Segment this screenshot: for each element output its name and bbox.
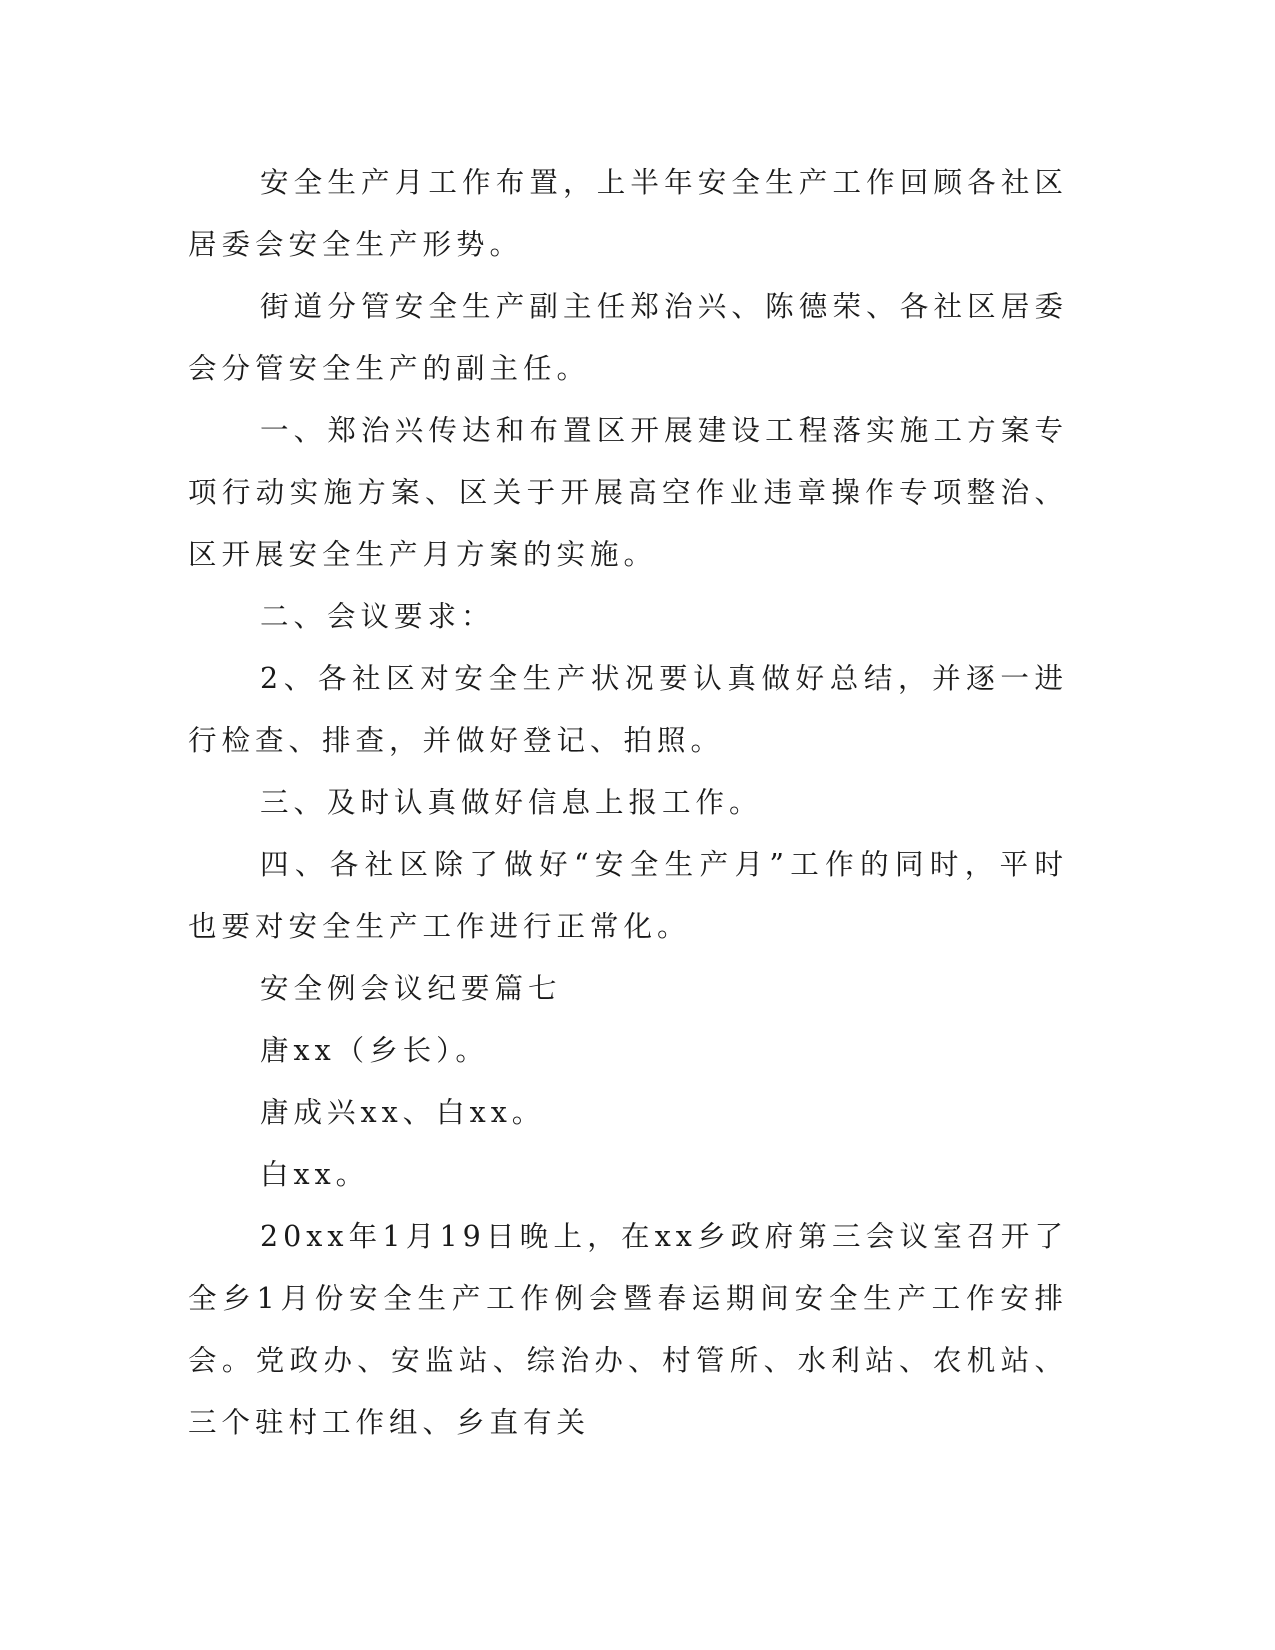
paragraph-meeting-summary: 20xx年1月19日晚上，在xx乡政府第三会议室召开了全乡1月份安全生产工作例会暨春运期间安全生产工作安排会。党政办、安监站、综治办、村管所、水利站、农机站、三个驻村工作组、乡直有关	[188, 1220, 1068, 1439]
paragraph-participants: 唐成兴xx、白xx。	[260, 1096, 546, 1129]
paragraph-recorder: 白xx。	[260, 1158, 370, 1191]
paragraph-item-two-heading: 二、会议要求：	[260, 600, 495, 633]
paragraph-attendees: 街道分管安全生产副主任郑治兴、陈德荣、各社区居委会分管安全生产的副主任。	[188, 290, 1068, 385]
section-heading-part-seven: 安全例会议纪要篇七	[260, 972, 562, 1005]
paragraph-item-four: 四、各社区除了做好“安全生产月”工作的同时，平时也要对安全生产工作进行正常化。	[188, 848, 1068, 943]
document-body	[188, 152, 1068, 1454]
paragraph-safety-month-arrangement: 安全生产月工作布置，上半年安全生产工作回顾各社区居委会安全生产形势。	[188, 166, 1068, 261]
paragraph-requirement-two: 2、各社区对安全生产状况要认真做好总结，并逐一进行检查、排查，并做好登记、拍照。	[188, 662, 1068, 757]
paragraph-chair: 唐xx（乡长）。	[260, 1034, 489, 1067]
paragraph-item-three: 三、及时认真做好信息上报工作。	[260, 786, 763, 819]
paragraph-item-one: 一、郑治兴传达和布置区开展建设工程落实施工方案专项行动实施方案、区关于开展高空作业违章操作专项整治、区开展安全生产月方案的实施。	[188, 414, 1068, 571]
